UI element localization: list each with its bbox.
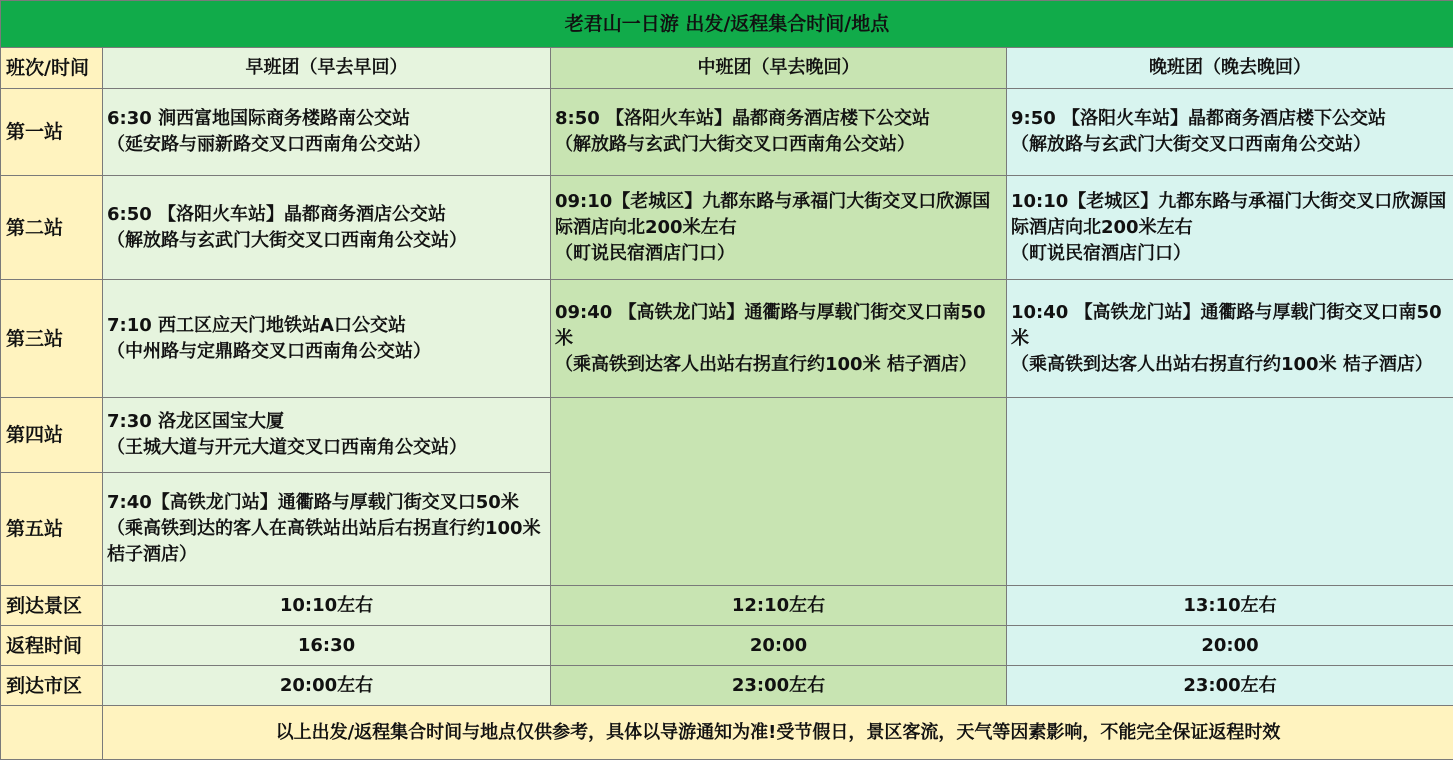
station-1-mid <box>551 89 1007 176</box>
station-3-late-line-2: （乘高铁到达客人出站右拐直行约100米 桔子酒店） <box>1011 352 1449 378</box>
station-5-early <box>103 473 551 586</box>
station-3-early <box>103 280 551 398</box>
mid-empty-cell <box>551 398 1007 586</box>
disclaimer-note: 以上出发/返程集合时间与地点仅供参考，具体以导游通知为准!受节假日，景区客流，天气等因素影响，不能完全保证返程时效 <box>103 706 1453 760</box>
city-late: 23:00左右 <box>1007 666 1453 706</box>
station-3-mid <box>551 280 1007 398</box>
column-header-late: 晚班团（晚去晚回） <box>1007 48 1453 89</box>
row-label-station-4: 第四站 <box>1 398 103 473</box>
return-early: 16:30 <box>103 626 551 666</box>
table-row <box>1 626 1453 666</box>
page-title: 老君山一日游 出发/返程集合时间/地点 <box>1 1 1453 48</box>
station-3-early-line-2: （中州路与定鼎路交叉口西南角公交站） <box>107 339 546 365</box>
return-late: 20:00 <box>1007 626 1453 666</box>
station-1-mid-line-1: 8:50 【洛阳火车站】晶都商务酒店楼下公交站 <box>555 106 1002 132</box>
station-2-early <box>103 176 551 280</box>
station-2-mid-line-1: 09:10【老城区】九都东路与承福门大街交叉口欣源国际酒店向北200米左右 <box>555 189 1002 241</box>
station-1-late-line-1: 9:50 【洛阳火车站】晶都商务酒店楼下公交站 <box>1011 106 1449 132</box>
late-empty-cell <box>1007 398 1453 586</box>
row-label-station-2: 第二站 <box>1 176 103 280</box>
station-2-mid-line-2: （町说民宿酒店门口） <box>555 241 1002 267</box>
row-label-station-3: 第三站 <box>1 280 103 398</box>
row-label-station-5: 第五站 <box>1 473 103 586</box>
station-3-mid-line-1: 09:40 【高铁龙门站】通衢路与厚载门街交叉口南50米 <box>555 300 1002 352</box>
row-label-arrive: 到达景区 <box>1 586 103 626</box>
row-label-city: 到达市区 <box>1 666 103 706</box>
station-5-early-line-1: 7:40【高铁龙门站】通衢路与厚载门街交叉口50米 <box>107 490 546 516</box>
station-3-late <box>1007 280 1453 398</box>
station-2-late <box>1007 176 1453 280</box>
station-2-early-line-2: （解放路与玄武门大街交叉口西南角公交站） <box>107 228 546 254</box>
station-2-late-line-2: （町说民宿酒店门口） <box>1011 241 1449 267</box>
station-1-early-line-2: （延安路与丽新路交叉口西南角公交站） <box>107 132 546 158</box>
station-1-early-line-1: 6:30 涧西富地国际商务楼路南公交站 <box>107 106 546 132</box>
arrive-late: 13:10左右 <box>1007 586 1453 626</box>
station-5-early-line-2: （乘高铁到达的客人在高铁站出站后右拐直行约100米 桔子酒店） <box>107 516 546 568</box>
arrive-early: 10:10左右 <box>103 586 551 626</box>
column-header-mid: 中班团（早去晚回） <box>551 48 1007 89</box>
table-row <box>1 586 1453 626</box>
station-4-early-line-1: 7:30 洛龙区国宝大厦 <box>107 409 546 435</box>
station-3-early-line-1: 7:10 西工区应天门地铁站A口公交站 <box>107 313 546 339</box>
station-4-early-line-2: （王城大道与开元大道交叉口西南角公交站） <box>107 435 546 461</box>
station-4-early <box>103 398 551 473</box>
table-row <box>1 398 1453 473</box>
corner-header: 班次/时间 <box>1 48 103 89</box>
row-label-return: 返程时间 <box>1 626 103 666</box>
station-3-mid-line-2: （乘高铁到达客人出站右拐直行约100米 桔子酒店） <box>555 352 1002 378</box>
city-early: 20:00左右 <box>103 666 551 706</box>
column-header-early: 早班团（早去早回） <box>103 48 551 89</box>
station-2-early-line-1: 6:50 【洛阳火车站】晶都商务酒店公交站 <box>107 202 546 228</box>
note-label-cell <box>1 706 103 760</box>
station-1-mid-line-2: （解放路与玄武门大街交叉口西南角公交站） <box>555 132 1002 158</box>
station-1-late-line-2: （解放路与玄武门大街交叉口西南角公交站） <box>1011 132 1449 158</box>
return-mid: 20:00 <box>551 626 1007 666</box>
station-1-late <box>1007 89 1453 176</box>
station-1-early <box>103 89 551 176</box>
arrive-mid: 12:10左右 <box>551 586 1007 626</box>
station-2-mid <box>551 176 1007 280</box>
row-label-station-1: 第一站 <box>1 89 103 176</box>
city-mid: 23:00左右 <box>551 666 1007 706</box>
table-row <box>1 280 1453 398</box>
table-row <box>1 666 1453 706</box>
table-row <box>1 176 1453 280</box>
station-2-late-line-1: 10:10【老城区】九都东路与承福门大街交叉口欣源国际酒店向北200米左右 <box>1011 189 1449 241</box>
station-3-late-line-1: 10:40 【高铁龙门站】通衢路与厚载门街交叉口南50米 <box>1011 300 1449 352</box>
table-row <box>1 89 1453 176</box>
